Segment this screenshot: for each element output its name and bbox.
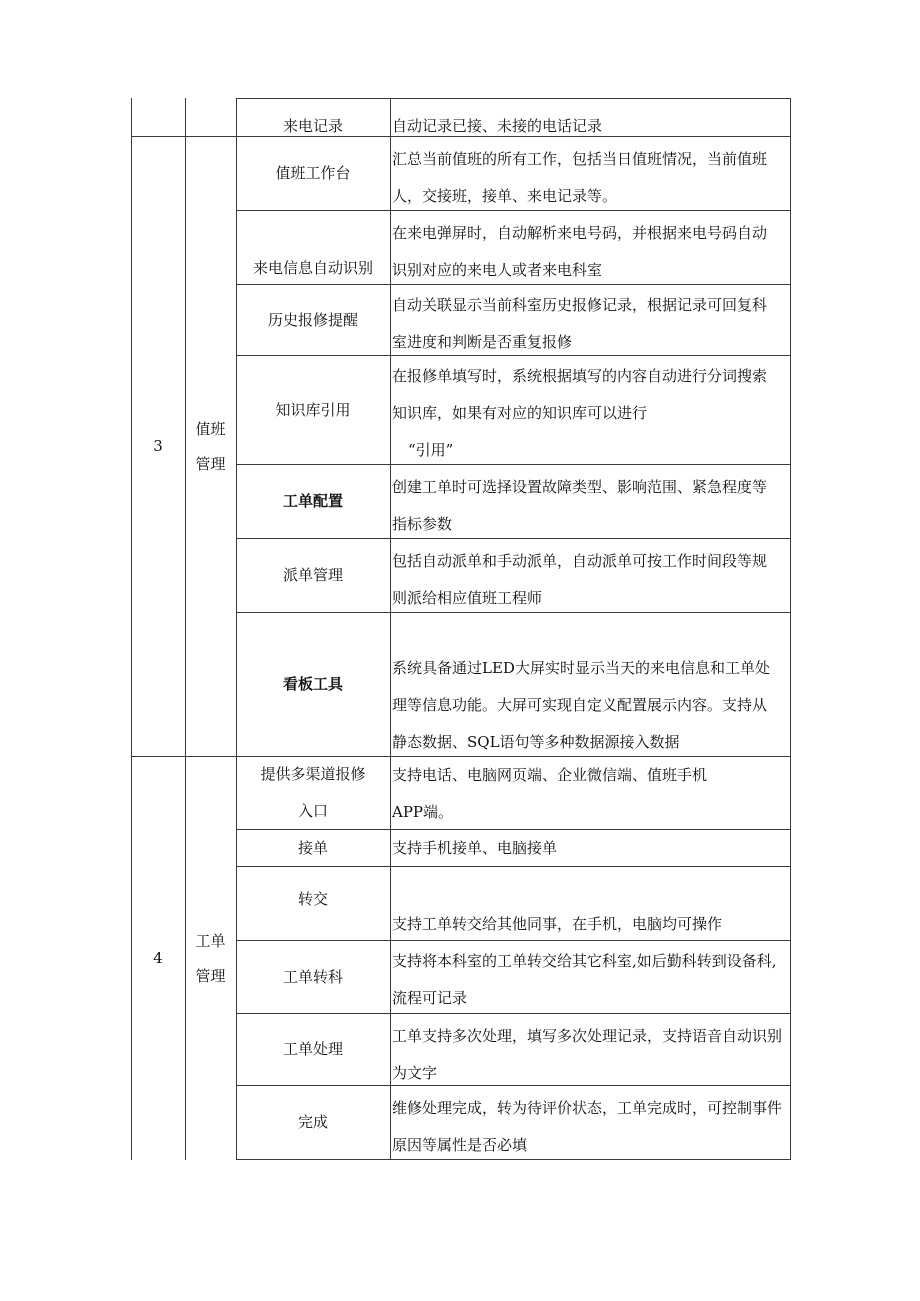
feature-desc: [392, 1090, 788, 1164]
feature-name: [236, 757, 390, 829]
feature-desc: [392, 650, 788, 761]
feature-name: 知识库引用: [275, 400, 351, 419]
feature-name: 历史报修提醒: [267, 310, 358, 329]
col-line-right: [790, 98, 791, 1160]
feature-name: 工单配置: [282, 492, 343, 510]
col-line-feature-right: [390, 98, 391, 1160]
desc-line: 静态数据、SQL语句等多种数据源接入数据: [392, 733, 680, 751]
feature-desc: [392, 469, 788, 543]
feature-name: 工单转科: [282, 967, 343, 986]
desc-line: 支持将本科室的工单转交给其它科室,如后勤科转到设备科,: [392, 952, 777, 970]
desc-line: 为文字: [392, 1064, 438, 1082]
desc-line: 指标参数: [392, 515, 453, 533]
feature-desc: [392, 543, 788, 617]
feature-name: 值班工作台: [275, 164, 351, 182]
desc-line: 创建工单时可选择设置故障类型、影响范围、紧急程度等: [392, 478, 768, 496]
feature-desc: [392, 943, 788, 1017]
feature-name: 看板工具: [282, 675, 343, 693]
category-line: 管理: [195, 966, 226, 985]
feature-name: 接单: [297, 838, 328, 857]
feature-desc: [392, 108, 788, 145]
desc-line: 在报修单填写时，系统根据填写的内容自动进行分词搜索: [392, 367, 768, 385]
desc-line: 自动关联显示当前科室历史报修记录，根据记录可回复科: [392, 296, 768, 314]
section-number: 4: [153, 949, 163, 967]
desc-line: 支持手机接单、电脑接单: [392, 839, 558, 857]
desc-line: 流程可记录: [392, 989, 468, 1007]
feature-name: 转交: [297, 890, 328, 908]
desc-line: 知识库，如果有对应的知识库可以进行: [392, 404, 648, 422]
desc-line: 系统具备通过LED大屏实时显示当天的来电信息和工单处: [392, 659, 770, 677]
category-line: 管理: [195, 454, 226, 473]
desc-line: 在来电弹屏时，自动解析来电号码，并根据来电号码自动: [392, 224, 768, 242]
feature-desc: [392, 906, 788, 943]
category-line: 工单: [195, 931, 226, 950]
feature-desc: [392, 830, 788, 867]
feature-name: 工单处理: [282, 1040, 343, 1058]
desc-line: 支持电话、电脑网页端、企业微信端、值班手机: [392, 766, 708, 784]
feature-name: 完成: [297, 1113, 328, 1131]
feature-desc: [392, 1018, 788, 1092]
feature-desc: [392, 757, 788, 831]
section-category: [185, 757, 236, 1160]
feature-name-line: 提供多渠道报修: [260, 765, 366, 783]
category-line: 值班: [195, 419, 226, 438]
desc-line: 支持工单转交给其他同事，在手机，电脑均可操作: [392, 915, 723, 933]
section-number: 3: [153, 437, 163, 455]
desc-line: 人，交接班，接单、来电记录等。: [392, 187, 618, 205]
feature-name: 派单管理: [282, 566, 343, 584]
desc-line: 识别对应的来电人或者来电科室: [392, 261, 603, 279]
feature-name: [236, 99, 390, 136]
feature-name-line: 入口: [297, 802, 328, 820]
feature-desc: [392, 141, 788, 215]
section-category: [185, 137, 236, 756]
feature-name: 来电信息自动识别: [252, 259, 373, 277]
desc-line: “引用”: [408, 441, 454, 459]
desc-line: 自动记录已接、未接的电话记录: [392, 117, 603, 135]
desc-line: 汇总当前值班的所有工作，包括当日值班情况，当前值班: [392, 150, 768, 168]
feature-desc: [392, 287, 788, 361]
feature-desc: [392, 215, 788, 289]
desc-line: 维修处理完成，转为待评价状态，工单完成时，可控制事件: [392, 1099, 783, 1117]
feature-desc: [392, 358, 788, 469]
desc-line: 室进度和判断是否重复报修: [392, 333, 573, 351]
desc-line: 工单支持多次处理，填写多次处理记录，支持语音自动识别: [392, 1027, 783, 1045]
desc-line: 理等信息功能。大屏可实现自定义配置展示内容。支持从: [392, 696, 768, 714]
desc-line: 则派给相应值班工程师: [392, 589, 543, 607]
desc-line: 原因等属性是否必填: [392, 1136, 528, 1154]
desc-line: APP端。: [392, 803, 454, 821]
feature-name-text: 来电记录: [282, 117, 343, 135]
desc-line: 包括自动派单和手动派单，自动派单可按工作时间段等规: [392, 552, 768, 570]
